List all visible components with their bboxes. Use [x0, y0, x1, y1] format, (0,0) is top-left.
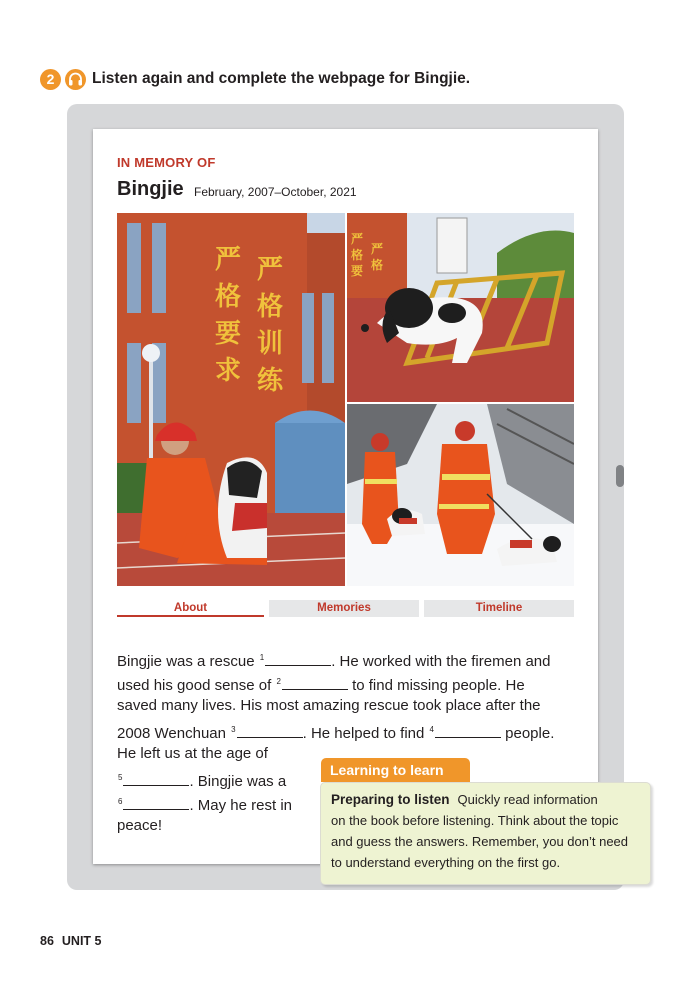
tip-line	[331, 789, 598, 810]
life-dates: February, 2007–October, 2021	[194, 185, 357, 199]
paragraph-line	[117, 694, 541, 718]
text-segment: . May he rest in	[189, 797, 292, 814]
answer-blank-5[interactable]	[123, 772, 189, 786]
instruction-text: Listen again and complete the webpage for Bingjie.	[92, 70, 471, 87]
tip-line: to understand everything on the first go.	[331, 855, 561, 870]
photo-firefighters-in-snow	[347, 404, 574, 586]
text-segment: saved many lives. His most amazing rescue took place after the	[117, 697, 541, 714]
svg-text:严: 严	[257, 255, 284, 285]
svg-text:训: 训	[257, 329, 284, 359]
exercise-number-badge: 2	[40, 69, 61, 90]
blank-number: 3	[231, 725, 236, 734]
exercise-instruction	[40, 68, 470, 90]
tip-line: on the book before listening. Think about the topic	[331, 813, 619, 828]
blank-number: 6	[118, 797, 123, 806]
photo-dog-training-ladder	[347, 213, 574, 402]
svg-text:求: 求	[215, 356, 242, 386]
tab-about[interactable]: About	[117, 600, 264, 617]
unit-label: UNIT 5	[61, 934, 102, 948]
blank-number: 5	[118, 773, 123, 782]
text-segment: He left us at the age of	[117, 745, 268, 762]
page-title: Bingjie	[117, 178, 184, 200]
text-segment: to find missing people. He	[347, 677, 525, 694]
blank-number: 1	[259, 653, 265, 662]
paragraph-line	[117, 742, 268, 766]
svg-text:格: 格	[351, 248, 364, 262]
svg-text:严: 严	[371, 242, 384, 256]
svg-text:严: 严	[351, 232, 364, 246]
text-segment: . He worked with the firemen and	[331, 653, 551, 670]
blank-number: 2	[276, 677, 281, 686]
svg-text:严: 严	[215, 245, 242, 275]
text-segment: . He helped to find	[302, 725, 429, 742]
photo-firefighter-with-dog	[117, 213, 345, 586]
paragraph-line	[117, 814, 162, 838]
tab-memories[interactable]: Memories	[269, 600, 419, 617]
answer-blank-6[interactable]	[123, 796, 189, 810]
svg-text:格: 格	[215, 282, 242, 312]
text-segment: used his good sense of	[117, 677, 276, 694]
answer-blank-2[interactable]	[282, 676, 348, 690]
answer-blank-4[interactable]	[435, 724, 501, 738]
scrollbar-thumb[interactable]	[616, 465, 624, 487]
tab-timeline[interactable]: Timeline	[424, 600, 574, 617]
memorial-label: IN MEMORY OF	[117, 155, 216, 170]
svg-text:格: 格	[257, 292, 284, 322]
headphones-icon	[65, 69, 86, 90]
blank-number: 4	[429, 725, 434, 734]
text-segment: Bingjie was a rescue	[117, 653, 259, 670]
tip-line: and guess the answers. Remember, you don’t need	[331, 834, 629, 849]
tip-heading: Preparing to listen	[331, 792, 450, 807]
page-footer	[40, 934, 110, 948]
answer-blank-1[interactable]	[265, 652, 331, 666]
tip-text: Quickly read information	[457, 792, 598, 807]
answer-blank-3[interactable]	[237, 724, 303, 738]
learning-to-learn-title: Learning to learn	[321, 758, 470, 782]
text-segment: . Bingjie was a	[189, 773, 287, 790]
svg-text:要: 要	[215, 319, 242, 349]
text-segment: people.	[500, 725, 555, 742]
svg-text:格: 格	[371, 258, 384, 272]
svg-text:要: 要	[351, 264, 364, 278]
text-segment: peace!	[117, 817, 163, 834]
svg-text:练: 练	[257, 366, 284, 396]
page-number: 86	[40, 934, 54, 948]
text-segment: 2008 Wenchuan	[117, 725, 231, 742]
